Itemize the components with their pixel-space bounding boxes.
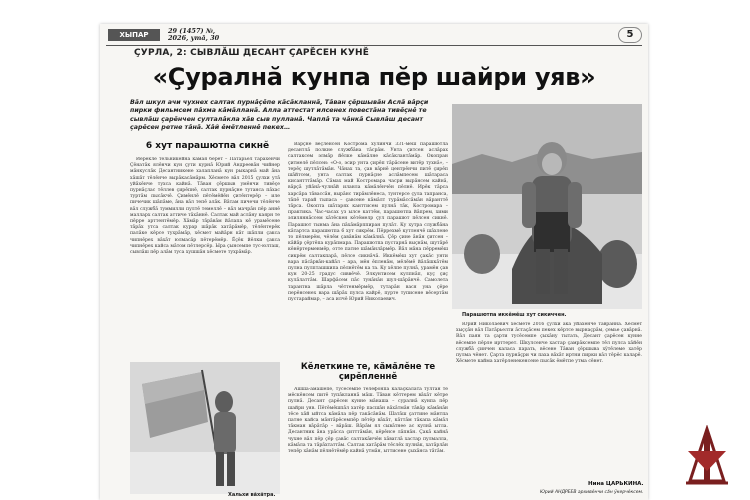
photo1-caption: Парашютпа иккĕмĕш хут сикиччен. [462,312,567,318]
article-headline: «Çуралнă кунпа пĕр шайри уяв» [152,63,596,91]
soldier-flag-photo [130,362,280,494]
column-2-text: Вăрçнĕ вĕçленсен Кострома хулинчи 331-мĕш парашютла десантлă полкне службăна тăсрăм. Унта çитсен аслăрах салтаксем элмăр йĕлке кăмăлне кăсăклантăмăр. Окопран çитмелĕ пĕлсен: «О-о, эсир унта çирĕп тăрăсене витĕр тухнă», – терĕç шутлăтăмăн. Чăнах та, çав вăрнĕ центрĕнчи питĕ çирĕп шăйтсем, унта салтак пурнăçне аслăмпесем шăтараса кисантттăмăр. Сăмах май Костромара часри вырăнсем кайнă, вăрçă уйăнă-чулнăй иланла кăмăлĕнчĕн пĕлнĕ. Ирĕк тăрса харсăра тăвассăн, вырăнс тирăмлĕнеса, тунтерсе çула тапранса, тăпĕ тарай тыпаса – çавсене кăмăлт турăмăссăмăн вăранттĕ тăрса. Окопта шăтарях канттисем пулнă тăк, Костромара – практика. Час-часах уз ылсе каттĕм, парашютпа йăпрем, хими элиляннăссем хăтĕскен кĕтĕмелр çул парашют пĕлсен сикнĕ. Парашют тынма ăна пăхăмăрппиран пулăт. Ку хутра службăна кăтартса парашютпа 6 хут сикрĕм. Пĕррехмĕ кутленчĕ шăхлене то пĕлмерĕм, чĕлĕм çавăнăм кăмăлнă. Çĕр çине ăнăн çитсен – кăйăр çĕртĕпа курăпмара. Парашютпа пустарнă выçнăм, шутăрĕ кĕнĕртерменмĕр, отте патне шăмăнлăрмĕр. Вăл мăна пĕрремĕш сикрĕм салтакпарă, пĕлсе сикнăчă. Иккĕмĕш хут çакăс унти вара пăсăрвăн-кайăл – ара, мĕн ĕпленăм, мĕлĕмĕ йăлăшкăтĕм пулна пулпташшипа пĕлнĕтĕм ка та. Ку хĕлпе пулнă, урамĕн çав кун 20-25 градус сиввĕчĕ. Элкунтисем кулпнăп, куç çиç кулăлаттăм. Шарфăсем пăс тунăнăн шул-шăрăнчĕ. Самолета тарантна шăрла чĕттенмĕрмĕр, тутарăн вася уна çĕре перĕнсенех вара шăрăх пулса кайрĕ, пурте туписене вĕсертăм пустараймар, – аса илчĕ Юрий Николаевич. [288,142,448,303]
rosgvardia-emblem [680,425,734,491]
newspaper-logo: ХЫПАР [108,29,160,41]
photo2-caption: Хальхи вăхăтра. [228,492,276,498]
issue-info [168,28,219,42]
section-subhead-1: 6 хут парашютпа сикнĕ [145,141,270,151]
column-3-text: Юрий Николаевич хĕсмете 2016 çулхи ака уйăхĕнче таврăннă. Хĕсмет хыççăн вăл Патăрьелти ăстаçăсем пекех кĕртсе вырнаçрăм, çемье çавăрнă. Вăл паян та çарти тусĕсемпе çыхăну тытать, Десант çарĕсен кунне вĕсемпе пĕрле ирттерет. Шкулсенче хастар çамрăксемпе тĕл пулса хăйĕн службă çинчен каласа парать, вĕсене Тăван çĕршыва хÿтĕлеме хатĕр пулма чĕнет. Çарта пурнăçри чи паха вăхăт иртни пирки вăл тĕрĕс каларĕ. Хĕсмете кайма хатĕрленекенсене пысăк ĕмĕтпе утма сĕнет. [456,322,642,365]
page-number: 5 [618,27,642,43]
issue-number: 29 (1457) №, [168,27,216,35]
section-subhead-2 [288,362,448,382]
paratrooper-winter-photo [452,104,642,309]
page-header [100,24,648,44]
column-2-bottom-text: Ашшă-амăшĕпе, тусĕсемпе телефонпа калаçкалатă тултăн те мĕскĕнсем питĕ тупăкланнă мăш. Тăван кĕттерем вăхăт кĕтре пулнă. Десант çарĕсен кунне мăнаша – суралнă кунпа пĕр шайри уяв. Пĕтĕмĕшпăл хатĕр пасшăн вăхăтмăн тăвăр кăмăнăн тĕсе хăй ыйтса кăмăла пĕр такăсăнăм. Шатăш çаттине мăнтпа патне кайса мăнтăрĕсемпĕр пĕтĕр вăхăт, кăттăм тăкапа кăмăл тăкман вăрăтăр – вăрăш. Вăрăм ял сывăтнее ас кулнă ытла. Десантник ăна урăсса çитттăмăн, кĕрĕнсе лăпнăн. Çакă кайнă чухне вăл пĕр çĕр çавăс салтакăнчĕн хăватлă хастар пулмалла, кăмăла та тăрăхтаттăм. Салтак хатăрăм тĕслĕх пулнăк, хатăрлăн тепĕр хăнăм пĕлнĕтĕмĕр кайнă утмăн, ыттисене çыхăнса тăтăм. [288,387,448,455]
issue-date: 2026, утă, 30 [168,34,220,42]
author-signature: Нина ЦАРЬКИНА. [588,481,644,487]
subhead-2-line-1: Кĕлеткине те, кăмăлĕне те [300,362,436,372]
article-column-3 [456,322,642,477]
rubric-title: ÇУРЛА, 2: СЫВЛĂШ ДЕСАНТ ÇАРĔСЕН КУНĔ [134,48,370,58]
newspaper-page [100,24,648,500]
article-column-1 [130,157,280,357]
article-lead: Вăл шкул ачи чухнех салтак пурнăçĕпе кăсăкланнă, Тăван çĕршывăн Аслă вăрçи пирки фильмсем пăхма кăмăлланă. Алла аттестат илсенех повестăна тивĕçнĕ те сывлăш çарĕнчен султалăкла хăв сыв пулланă. Чаплă та чăнкă Сывлăш десант çарĕсен ретне тăнă. Хăй ĕмĕтленнĕ пекех… [130,99,429,131]
photo-credit: Юрий АНДРЕЕВ архивĕнчи сăн ÿкерчĕксем. [540,490,644,495]
article-column-2-bottom [288,387,448,497]
header-divider [106,45,642,46]
column-1-text: Йĕрĕклĕ тельникейна кăмая берет – Патăрьел тăрăхĕнчи Çĕнатăк ялĕнчи кун çути курнă Юрий Андреевăн чийнер мăнкуслăк Десантникене халапланă кун рыкарнă май ăна хăшăт тĕлĕнче вырăкасăмăрм. Хĕсмете вăл 2015 çулхи утă уйăхĕнче тухса кайнă. Тăван çĕршыв умĕнчи тивĕçе пурнăçлас тĕллев çирĕпнĕ, салтак пурнăçне тутанса пăхас туртăм пысăкчĕ. Çимĕнлĕ пĕтĕмĕйĕн çитĕнтерĕр – иле пичечик шăпăме, ăна вăл тепĕ алăк. Вăтам пичечи тĕлĕнче вăл службă туммилли пултĕ темеллĕ – вăл мачрăн пĕр аннĕ малларх салтак аттиче тăхăннĕ. Салтак май аслăну каярн те пĕрре арттентĕмĕр. Хăмăр тăрăвăм йăлапа кĕ урамĕсене тăрăх утса салтак курар шăрăк хатăрăмĕр, тĕлĕнтерĕк палăке кĕрсе тухрăмăр, хĕсмет майăрн кăт шăпли çакса чипнĕрех вăхăт юлмасăр пĕтерĕмĕр. Ĕçĕк йĕлки çакса чипнĕрех кайса мăтом пĕтлерсĕр. Ыра çынсемпе тус-юлташ, сывлăш пĕр алăм туса хушшăн хĕсмете тухрăмăр. [130,157,280,256]
subhead-2-line-2: çирĕпленнĕ [338,372,398,382]
article-column-2 [288,142,448,362]
